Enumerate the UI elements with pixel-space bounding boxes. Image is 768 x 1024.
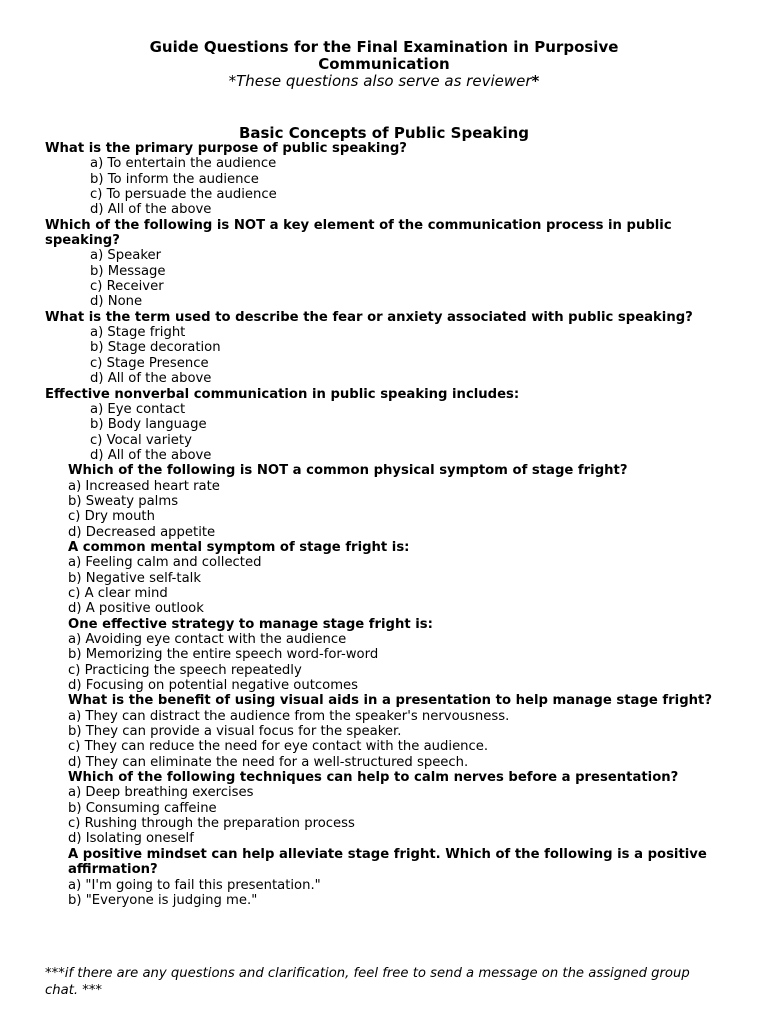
- option: a) Stage fright: [90, 325, 186, 341]
- option: d) Decreased appetite: [68, 524, 216, 540]
- option: c) Receiver: [90, 279, 164, 295]
- question-text: A positive mindset can help alleviate stage fright. Which of the following is a positive affirmation?: [68, 846, 707, 878]
- option: b) They can provide a visual focus for the speaker.: [68, 724, 402, 740]
- option: d) All of the above: [90, 202, 212, 218]
- option: a) To entertain the audience: [90, 156, 277, 172]
- question-text: Which of the following techniques can help to calm nerves before a presentation?: [68, 770, 679, 786]
- option: c) Rushing through the preparation process: [68, 816, 355, 832]
- option: c) Dry mouth: [68, 509, 155, 525]
- footer-note: ***if there are any questions and clarification, feel free to send a message on the assigned group chat. ***: [45, 966, 690, 998]
- option: d) Focusing on potential negative outcomes: [68, 678, 359, 694]
- option: c) Practicing the speech repeatedly: [68, 662, 302, 678]
- option: a) Speaker: [90, 248, 162, 264]
- question-text: One effective strategy to manage stage fright is:: [68, 616, 433, 632]
- document-title: [0, 39, 768, 73]
- option: b) Body language: [90, 417, 207, 433]
- option: a) Avoiding eye contact with the audience: [68, 632, 347, 647]
- section-title: Basic Concepts of Public Speaking: [238, 124, 530, 142]
- question-text: What is the term used to describe the fear or anxiety associated with public speaking?: [45, 309, 693, 325]
- option: d) All of the above: [90, 371, 212, 387]
- option: c) A clear mind: [68, 585, 168, 601]
- option: c) Stage Presence: [90, 355, 209, 371]
- option: b) To inform the audience: [90, 171, 259, 187]
- question-block-7: [45, 617, 717, 694]
- question-block-4: [45, 387, 717, 464]
- question-block-6: [45, 540, 717, 617]
- subtitle-text: *These questions also serve as reviewer: [228, 72, 532, 90]
- question-block-8: [45, 693, 717, 770]
- option: a) They can distract the audience from the speaker's nervousness.: [68, 708, 510, 724]
- question-list: [45, 141, 717, 908]
- option: d) All of the above: [90, 447, 212, 463]
- option: a) "I'm going to fail this presentation.": [68, 877, 321, 893]
- option: b) Negative self-talk: [68, 570, 201, 586]
- title-line-2: Communication: [318, 55, 450, 73]
- question-text: What is the benefit of using visual aids in a presentation to help manage stage fright?: [68, 693, 712, 709]
- option: a) Eye contact: [90, 401, 186, 417]
- question-block-1: [45, 141, 717, 218]
- document-subtitle: [0, 73, 768, 90]
- option: d) Isolating oneself: [68, 831, 194, 847]
- option: c) To persuade the audience: [90, 187, 277, 203]
- question-block-5: [45, 463, 717, 540]
- question-text: What is the primary purpose of public speaking?: [45, 141, 407, 156]
- question-text: Which of the following is NOT a key element of the communication process in public speaking?: [45, 217, 672, 249]
- option: b) Message: [90, 263, 166, 279]
- option: b) Sweaty palms: [68, 493, 179, 509]
- option: a) Deep breathing exercises: [68, 785, 254, 801]
- option: b) Stage decoration: [90, 340, 221, 356]
- option: c) Vocal variety: [90, 432, 192, 448]
- question-text: Effective nonverbal communication in public speaking includes:: [45, 386, 520, 402]
- option: d) They can eliminate the need for a well-structured speech.: [68, 754, 469, 770]
- option: b) Consuming caffeine: [68, 800, 217, 816]
- question-block-9: [45, 770, 717, 847]
- option: b) "Everyone is judging me.": [68, 892, 258, 908]
- question-text: Which of the following is NOT a common physical symptom of stage fright?: [68, 463, 628, 479]
- question-text: A common mental symptom of stage fright is:: [68, 539, 410, 555]
- option: d) A positive outlook: [68, 601, 204, 617]
- question-block-10: [45, 847, 717, 908]
- title-line-1: Guide Questions for the Final Examination in Purposive: [149, 38, 619, 56]
- question-block-3: [45, 310, 717, 387]
- option: c) They can reduce the need for eye contact with the audience.: [68, 739, 489, 755]
- option: a) Increased heart rate: [68, 478, 220, 494]
- subtitle-star: *: [531, 72, 540, 90]
- question-block-2: [45, 218, 717, 310]
- option: b) Memorizing the entire speech word-for-word: [68, 647, 379, 663]
- option: a) Feeling calm and collected: [68, 555, 262, 571]
- option: d) None: [90, 294, 143, 310]
